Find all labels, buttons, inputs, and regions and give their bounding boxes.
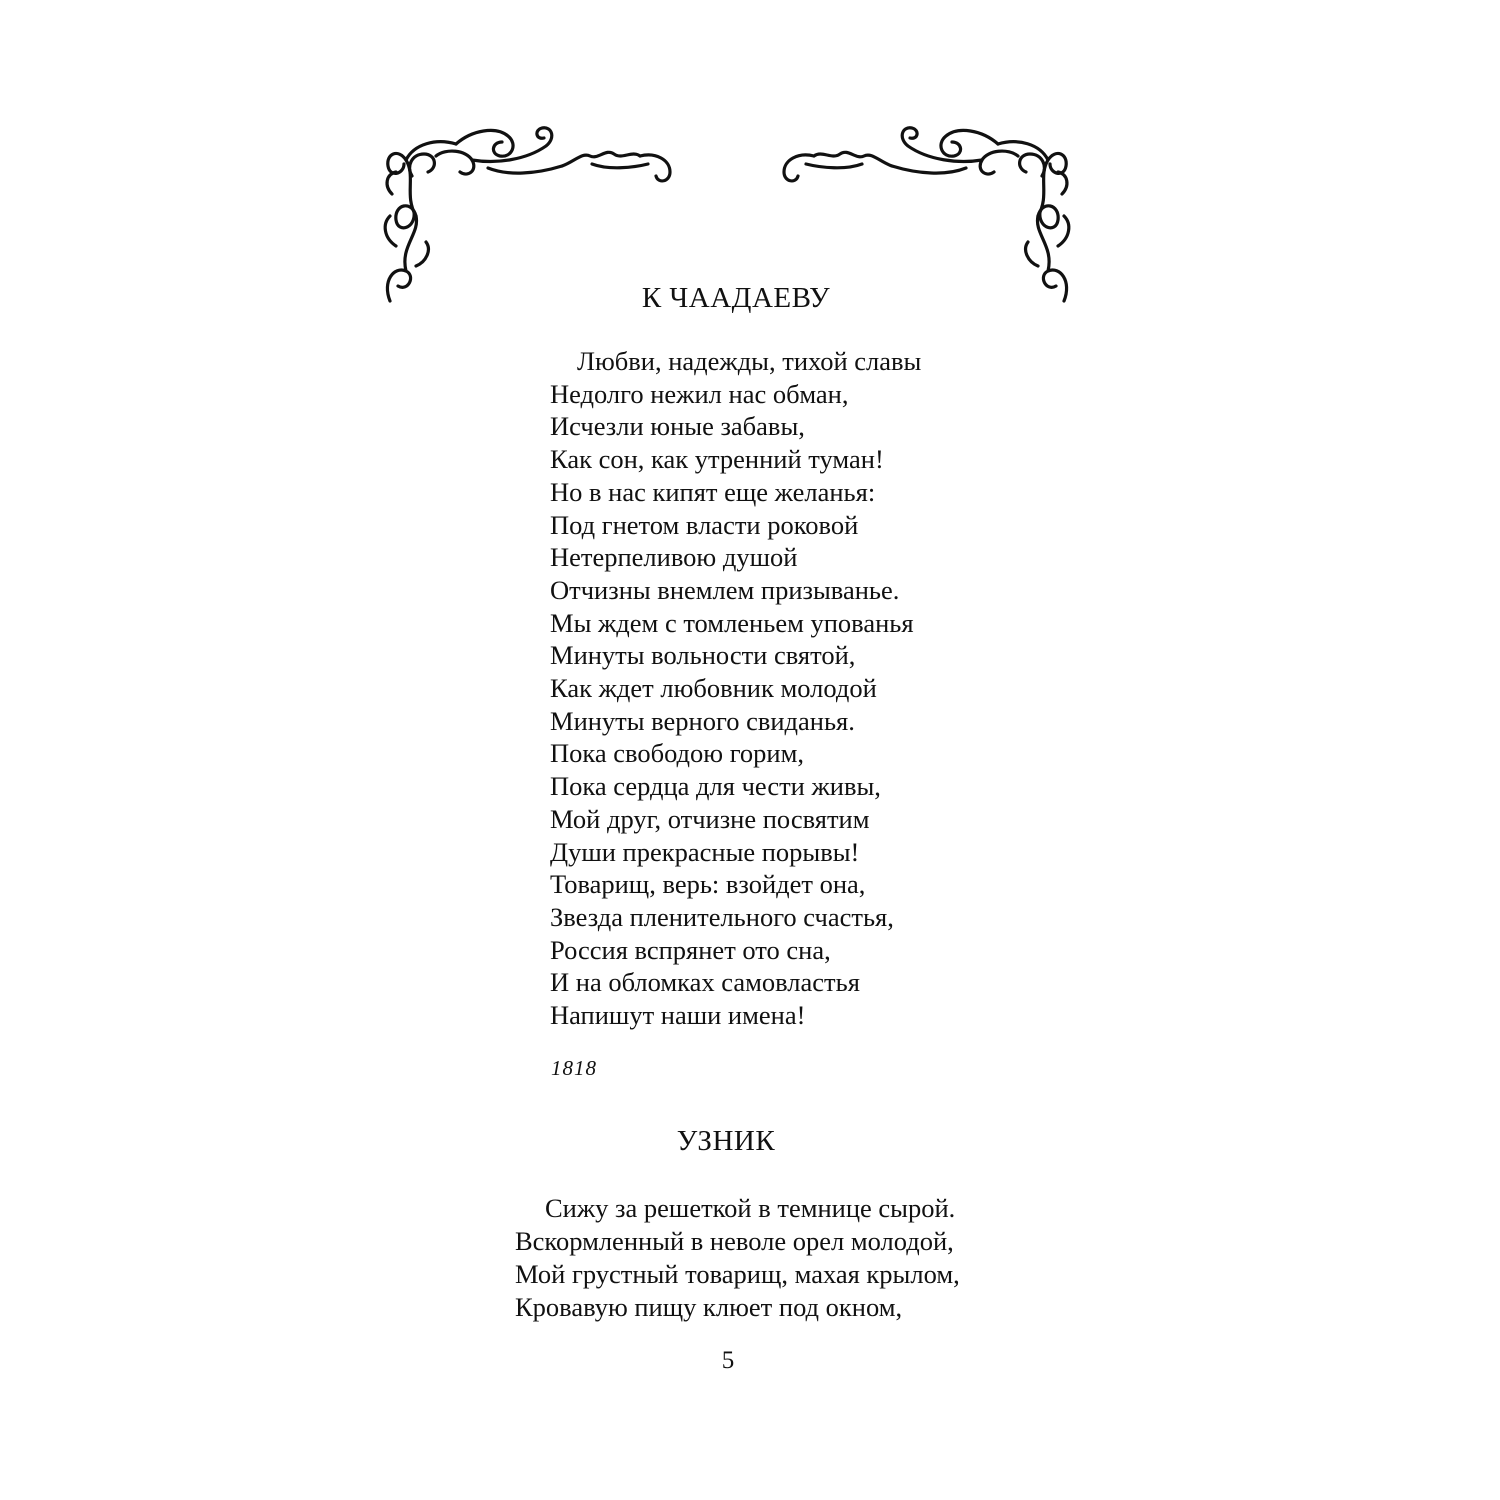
poem-line: Мой грустный товарищ, махая крылом, <box>515 1259 960 1289</box>
poem-line: Товарищ, верь: взойдет она, <box>550 869 866 900</box>
flourish-ornament-left <box>376 116 676 306</box>
poem-line: Исчезли юные забавы, <box>550 411 805 442</box>
poem-line: Напишут наши имена! <box>550 1000 806 1031</box>
poem-line: Любви, надежды, тихой славы <box>577 346 922 376</box>
page-number: 5 <box>721 1347 735 1374</box>
poem-line: Пока сердца для чести живы, <box>550 771 881 802</box>
poem-title: УЗНИК <box>676 1125 776 1157</box>
poem-line: Мы ждем с томленьем упованья <box>550 607 914 638</box>
poem-date: 1818 <box>551 1056 597 1080</box>
poem-line: Недолго нежил нас обман, <box>550 378 849 409</box>
poem-line: Отчизны внемлем призыванье. <box>550 574 900 605</box>
poem-line: Минуты вольности святой, <box>550 640 856 671</box>
poem-line: Как сон, как утренний туман! <box>550 444 884 475</box>
poem-line: Как ждет любовник молодой <box>550 673 877 704</box>
poem-line: Минуты верного свиданья. <box>550 705 855 736</box>
poem-line: Но в нас кипят еще желанья: <box>550 476 876 507</box>
poem-line: Кровавую пищу клюет под окном, <box>515 1292 903 1322</box>
poem-stanza <box>550 345 921 1032</box>
flourish-ornament-right <box>778 116 1078 306</box>
poem-line: Вскормленный в неволе орел молодой, <box>515 1226 954 1256</box>
poem-line: Мой друг, отчизне посвятим <box>550 803 870 834</box>
poem-line: Души прекрасные порывы! <box>550 836 860 867</box>
poem-line: Сижу за решеткой в темнице сырой. <box>545 1193 956 1223</box>
poem-line: Под гнетом власти роковой <box>550 509 859 540</box>
poem-line: И на обломках самовластья <box>550 967 860 998</box>
poem-title: К ЧААДАЕВУ <box>641 282 831 314</box>
poem-line: Нетерпеливою душой <box>550 542 798 573</box>
poem-line: Россия вспрянет ото сна, <box>550 934 831 965</box>
poem-line: Пока свободою горим, <box>550 738 805 769</box>
poem-line: Звезда пленительного счастья, <box>550 901 894 932</box>
poem-stanza <box>515 1192 960 1324</box>
